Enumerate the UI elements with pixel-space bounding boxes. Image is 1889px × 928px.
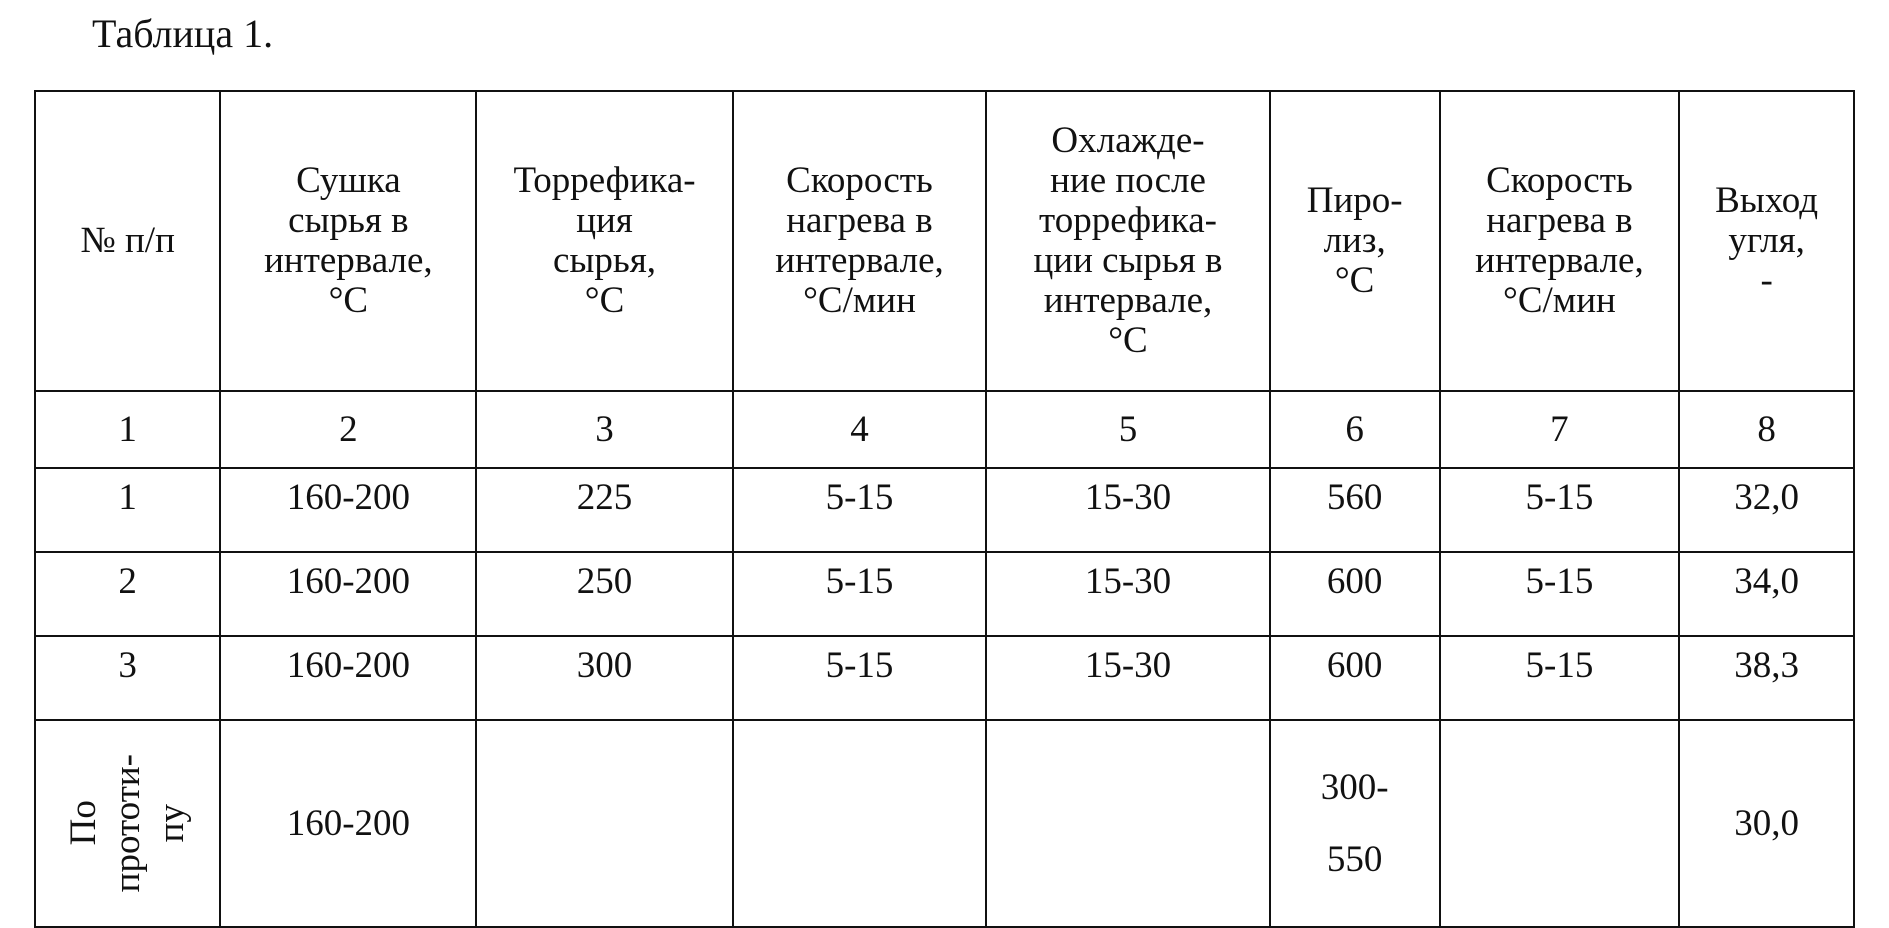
table-cell: 600 — [1270, 636, 1440, 720]
prototype-row — [35, 720, 1854, 927]
column-number-cell: 6 — [1270, 391, 1440, 468]
table-cell: 600 — [1270, 552, 1440, 636]
column-number-cell: 1 — [35, 391, 220, 468]
table-cell: 38,3 — [1679, 636, 1854, 720]
table-cell: 5-15 — [1440, 552, 1680, 636]
table-cell: 560 — [1270, 468, 1440, 552]
table-cell: 30,0 — [1679, 720, 1854, 927]
table-cell: 15-30 — [986, 468, 1269, 552]
table-row — [35, 636, 1854, 720]
table-cell: 5-15 — [733, 636, 987, 720]
table-cell: 5-15 — [1440, 468, 1680, 552]
column-number-row — [35, 391, 1854, 468]
table-cell — [733, 720, 987, 927]
table-cell: 34,0 — [1679, 552, 1854, 636]
header-cell-coal-yield: Выход угля, - — [1679, 91, 1854, 391]
table-cell — [986, 720, 1269, 927]
table-cell: 5-15 — [733, 468, 987, 552]
column-number-cell: 7 — [1440, 391, 1680, 468]
column-number-cell: 5 — [986, 391, 1269, 468]
header-cell-torrefaction: Торрефика- ция сырья, °C — [476, 91, 732, 391]
table-cell: 160-200 — [220, 468, 476, 552]
table-cell: 15-30 — [986, 636, 1269, 720]
table-cell: 15-30 — [986, 552, 1269, 636]
table-row — [35, 468, 1854, 552]
table-cell — [1440, 720, 1680, 927]
column-number-cell: 4 — [733, 391, 987, 468]
header-row — [35, 91, 1854, 391]
table-cell: 3 — [35, 636, 220, 720]
table-cell: 300- 550 — [1270, 720, 1440, 927]
table-cell: 32,0 — [1679, 468, 1854, 552]
prototype-label-cell — [35, 720, 220, 927]
table-cell: 300 — [476, 636, 732, 720]
header-cell-number: № п/п — [35, 91, 220, 391]
table-cell: 160-200 — [220, 636, 476, 720]
table-cell — [476, 720, 732, 927]
header-cell-cooling: Охлажде- ние после торрефика- ции сырья в интервале, °C — [986, 91, 1269, 391]
table-cell: 160-200 — [220, 552, 476, 636]
table-cell: 160-200 — [220, 720, 476, 927]
column-number-cell: 8 — [1679, 391, 1854, 468]
column-number-cell: 3 — [476, 391, 732, 468]
table-cell: 1 — [35, 468, 220, 552]
column-number-cell: 2 — [220, 391, 476, 468]
table-cell: 2 — [35, 552, 220, 636]
table-caption: Таблица 1. — [92, 11, 274, 56]
table-cell: 5-15 — [733, 552, 987, 636]
header-cell-heating-rate-2: Скорость нагрева в интервале, °C/мин — [1440, 91, 1680, 391]
data-table — [34, 90, 1855, 928]
table-cell: 250 — [476, 552, 732, 636]
header-cell-pyrolysis: Пиро- лиз, °C — [1270, 91, 1440, 391]
header-cell-drying: Сушка сырья в интервале, °C — [220, 91, 476, 391]
table-cell: 225 — [476, 468, 732, 552]
table-cell: 5-15 — [1440, 636, 1680, 720]
header-cell-heating-rate: Скорость нагрева в интервале, °C/мин — [733, 91, 987, 391]
table-row — [35, 552, 1854, 636]
prototype-label: По прототи- пу — [62, 754, 192, 893]
